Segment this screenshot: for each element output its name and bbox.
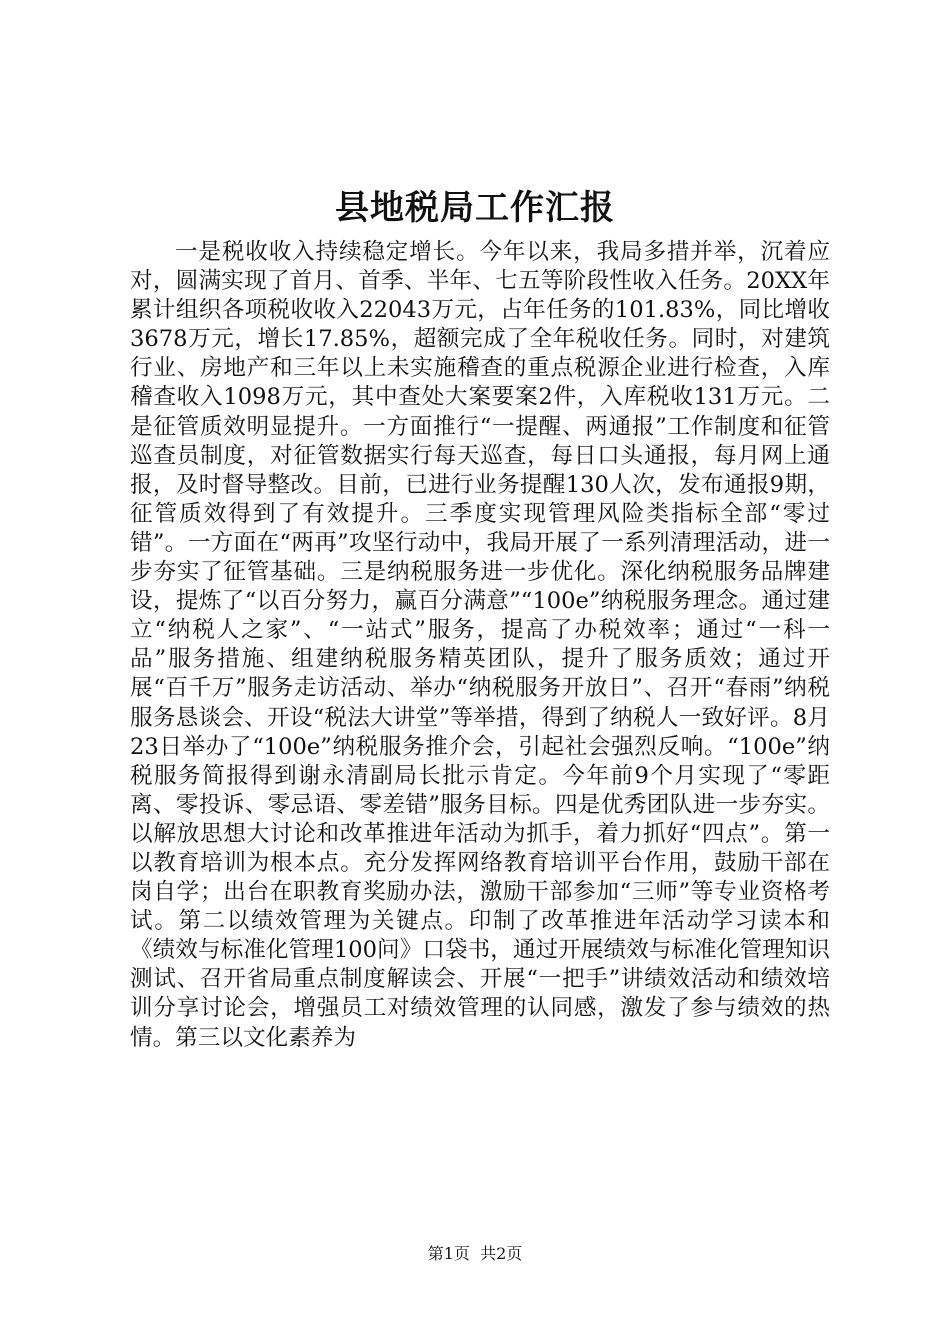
document-body-paragraph: 一是税收收入持续稳定增长。今年以来，我局多措并举，沉着应对，圆满实现了首月、首季、半年、七五等阶段性收入任务。20XX年累计组织各项税收收入22043万元，占年任务的101.83%，同比增收3678万元，增长17.85%，超额完成了全年税收任务。同时，对建筑行业、房地产和三年以上未实施稽查的重点税源企业进行检查，入库稽查收入1098万元，其中查处大案要案2件，入库税收131万元。二是征管质效明显提升。一方面推行“一提醒、两通报”工作制度和征管巡查员制度，对征管数据实行每天巡查，每日口头通报，每月网上通报，及时督导整改。目前，已进行业务提醒130人次，发布通报9期，征管质效得到了有效提升。三季度实现管理风险类指标全部“零过错”。一方面在“两再”攻坚行动中，我局开展了一系列清理活动，进一步夯实了征管基础。三是纳税服务进一步优化。深化纳税服务品牌建设，提炼了“以百分努力，赢百分满意”“100e”纳税服务理念。通过建立“纳税人之家”、“一站式”服务，提高了办税效率；通过“一科一品”服务措施、组建纳税服务精英团队，提升了服务质效；通过开展“百千万”服务走访活动、举办“纳税服务开放日”、召开“春雨”纳税服务恳谈会、开设“税法大讲堂”等举措，得到了纳税人一致好评。8月23日举办了“100e”纳税服务推介会，引起社会强烈反响。“100e”纳税服务简报得到谢永清副局长批示肯定。今年前9个月实现了“零距离、零投诉、零忌语、零差错”服务目标。四是优秀团队进一步夯实。以解放思想大讨论和改革推进年活动为抓手，着力抓好“四点”。第一以教育培训为根本点。充分发挥网络教育培训平台作用，鼓励干部在岗自学；出台在职教育奖励办法，激励干部参加“三师”等专业资格考试。第二以绩效管理为关键点。印制了改革推进年活动学习读本和《绩效与标准化管理100问》口袋书，通过开展绩效与标准化管理知识测试、召开省局重点制度解读会、开展“一把手”讲绩效活动和绩效培训分享讨论会，增强员工对绩效管理的认同感，激发了参与绩效的热情。第三以文化素养为 (130, 239, 830, 1051)
document-title: 县地税局工作汇报 (335, 188, 615, 228)
page-number-footer: 第1页 共2页 (427, 1244, 523, 1263)
